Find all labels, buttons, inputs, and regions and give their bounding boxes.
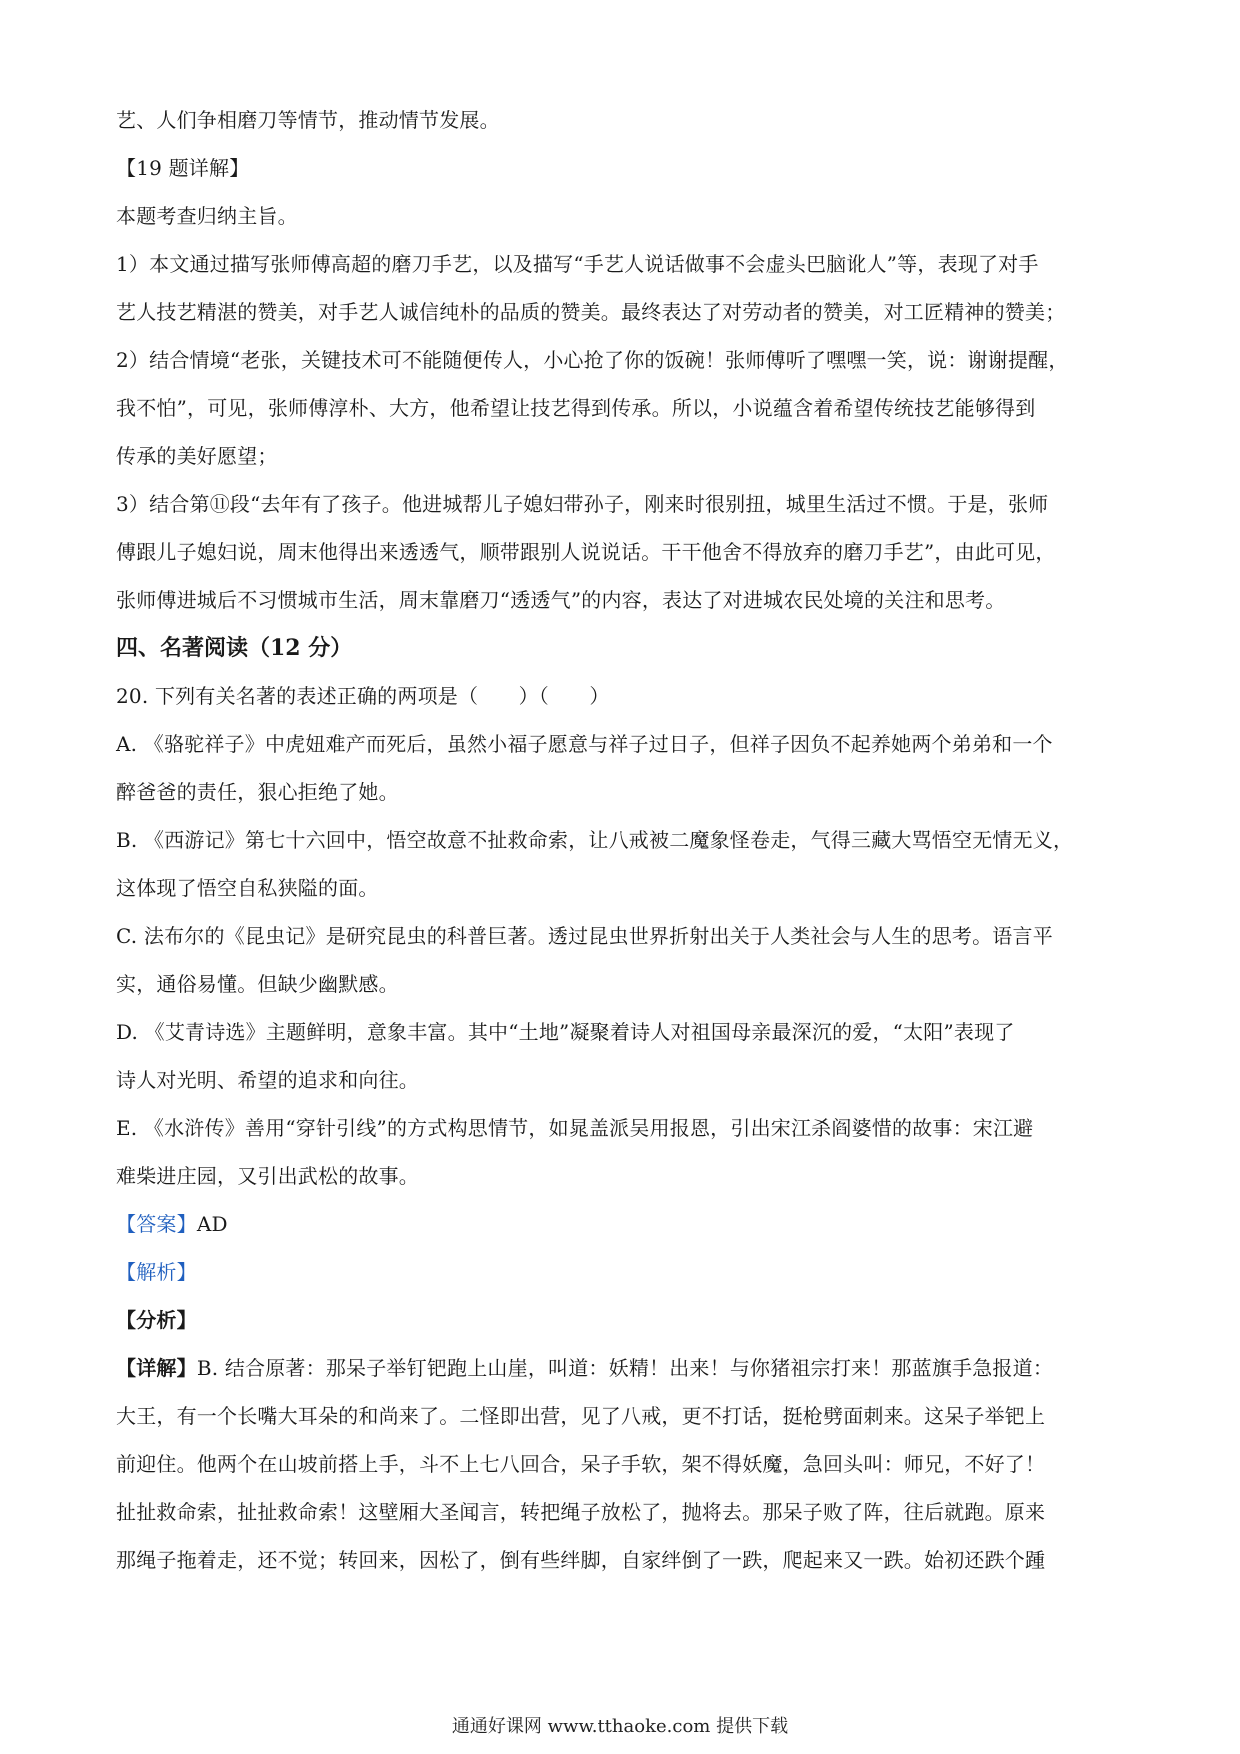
option-b: B. 《西游记》第七十六回中，悟空故意不扯救命索，让八戒被二魔象怪卷走，气得三藏大骂悟空无情无义， [116, 828, 1074, 852]
analysis-tag: 【解析】 [116, 1260, 197, 1284]
text-line: 扯扯救命索，扯扯救命索！这壁厢大圣闻言，转把绳子放松了，抛将去。那呆子败了阵，往后就跑。原来 [116, 1500, 1046, 1524]
option-b-cont: 这体现了悟空自私狭隘的面。 [116, 876, 379, 900]
text-line: 传承的美好愿望； [116, 444, 278, 468]
answer-value: AD [196, 1212, 228, 1236]
option-a: A. 《骆驼祥子》中虎妞难产而死后，虽然小福子愿意与祥子过日子，但祥子因负不起养她两个弟弟和一个 [116, 732, 1053, 756]
text-line: 本题考查归纳主旨。 [116, 204, 298, 228]
option-e-cont: 难柴进庄园，又引出武松的故事。 [116, 1164, 419, 1188]
text-line: 傅跟儿子媳妇说，周末他得出来透透气，顺带跟别人说说话。干干他舍不得放弃的磨刀手艺”，由此可见， [116, 540, 1056, 564]
answer-tag: 【答案】 [116, 1212, 197, 1236]
page-footer: 通通好课网 www.tthaoke.com 提供下载 [451, 1716, 789, 1737]
text-line: 1）本文通过描写张师傅高超的磨刀手艺，以及描写“手艺人说话做事不会虚头巴脑讹人”等，表现了对手 [116, 252, 1039, 276]
section-title: 四、名著阅读（12 分） [116, 635, 353, 661]
text-line: 我不怕”，可见，张师傅淳朴、大方，他希望让技艺得到传承。所以，小说蕴含着希望传统技艺能够得到 [116, 396, 1036, 420]
text-line: 张师傅进城后不习惯城市生活，周末靠磨刀“透透气”的内容，表达了对进城农民处境的关注和思考。 [116, 588, 1006, 612]
option-d: D. 《艾青诗选》主题鲜明，意象丰富。其中“土地”凝聚着诗人对祖国母亲最深沉的爱，“太阳”表现了 [116, 1020, 1015, 1044]
document-body [116, 96, 1132, 1584]
option-e: E. 《水浒传》善用“穿针引线”的方式构思情节，如晁盖派吴用报恩，引出宋江杀阎婆惜的故事：宋江避 [116, 1116, 1034, 1140]
text-line: 3）结合第⑪段“去年有了孩子。他进城帮儿子媳妇带孙子，刚来时很别扭，城里生活过不惯。于是，张师 [116, 492, 1049, 516]
detail-tag: 【详解】 [116, 1356, 197, 1380]
text-line: 2）结合情境“老张，关键技术可不能随便传人，小心抢了你的饭碗！张师傅听了嘿嘿一笑，说：谢谢提醒， [116, 348, 1069, 372]
text-line: 大王，有一个长嘴大耳朵的和尚来了。二怪即出营，见了八戒，更不打话，挺枪劈面刺来。这呆子举钯上 [116, 1404, 1046, 1428]
option-c: C. 法布尔的《昆虫记》是研究昆虫的科普巨著。透过昆虫世界折射出关于人类社会与人生的思考。语言平 [116, 924, 1053, 948]
detail-line [116, 1344, 1132, 1392]
text-line: 艺、人们争相磨刀等情节，推动情节发展。 [116, 108, 500, 132]
text-line: 那绳子拖着走，还不觉；转回来，因松了，倒有些绊脚，自家绊倒了一跌，爬起来又一跌。始初还跌个踵 [116, 1548, 1046, 1572]
fenxi-tag: 【分析】 [116, 1308, 197, 1332]
option-c-cont: 实，通俗易懂。但缺少幽默感。 [116, 972, 399, 996]
text-line: 前迎住。他两个在山坡前搭上手，斗不上七八回合，呆子手软，架不得妖魔，急回头叫：师兄，不好了！ [116, 1452, 1046, 1476]
question-stem: 20. 下列有关名著的表述正确的两项是（ ）（ ） [116, 684, 610, 708]
answer-line [116, 1200, 1132, 1248]
option-a-cont: 醉爸爸的责任，狠心拒绝了她。 [116, 780, 399, 804]
text-line: 艺人技艺精湛的赞美，对手艺人诚信纯朴的品质的赞美。最终表达了对劳动者的赞美，对工匠精神的赞美； [116, 300, 1066, 324]
option-d-cont: 诗人对光明、希望的追求和向往。 [116, 1068, 419, 1092]
question-heading: 【19 题详解】 [116, 156, 250, 180]
detail-text: B. 结合原著：那呆子举钉钯跑上山崖，叫道：妖精！出来！与你猪祖宗打来！那蓝旗手急报道： [196, 1356, 1054, 1380]
